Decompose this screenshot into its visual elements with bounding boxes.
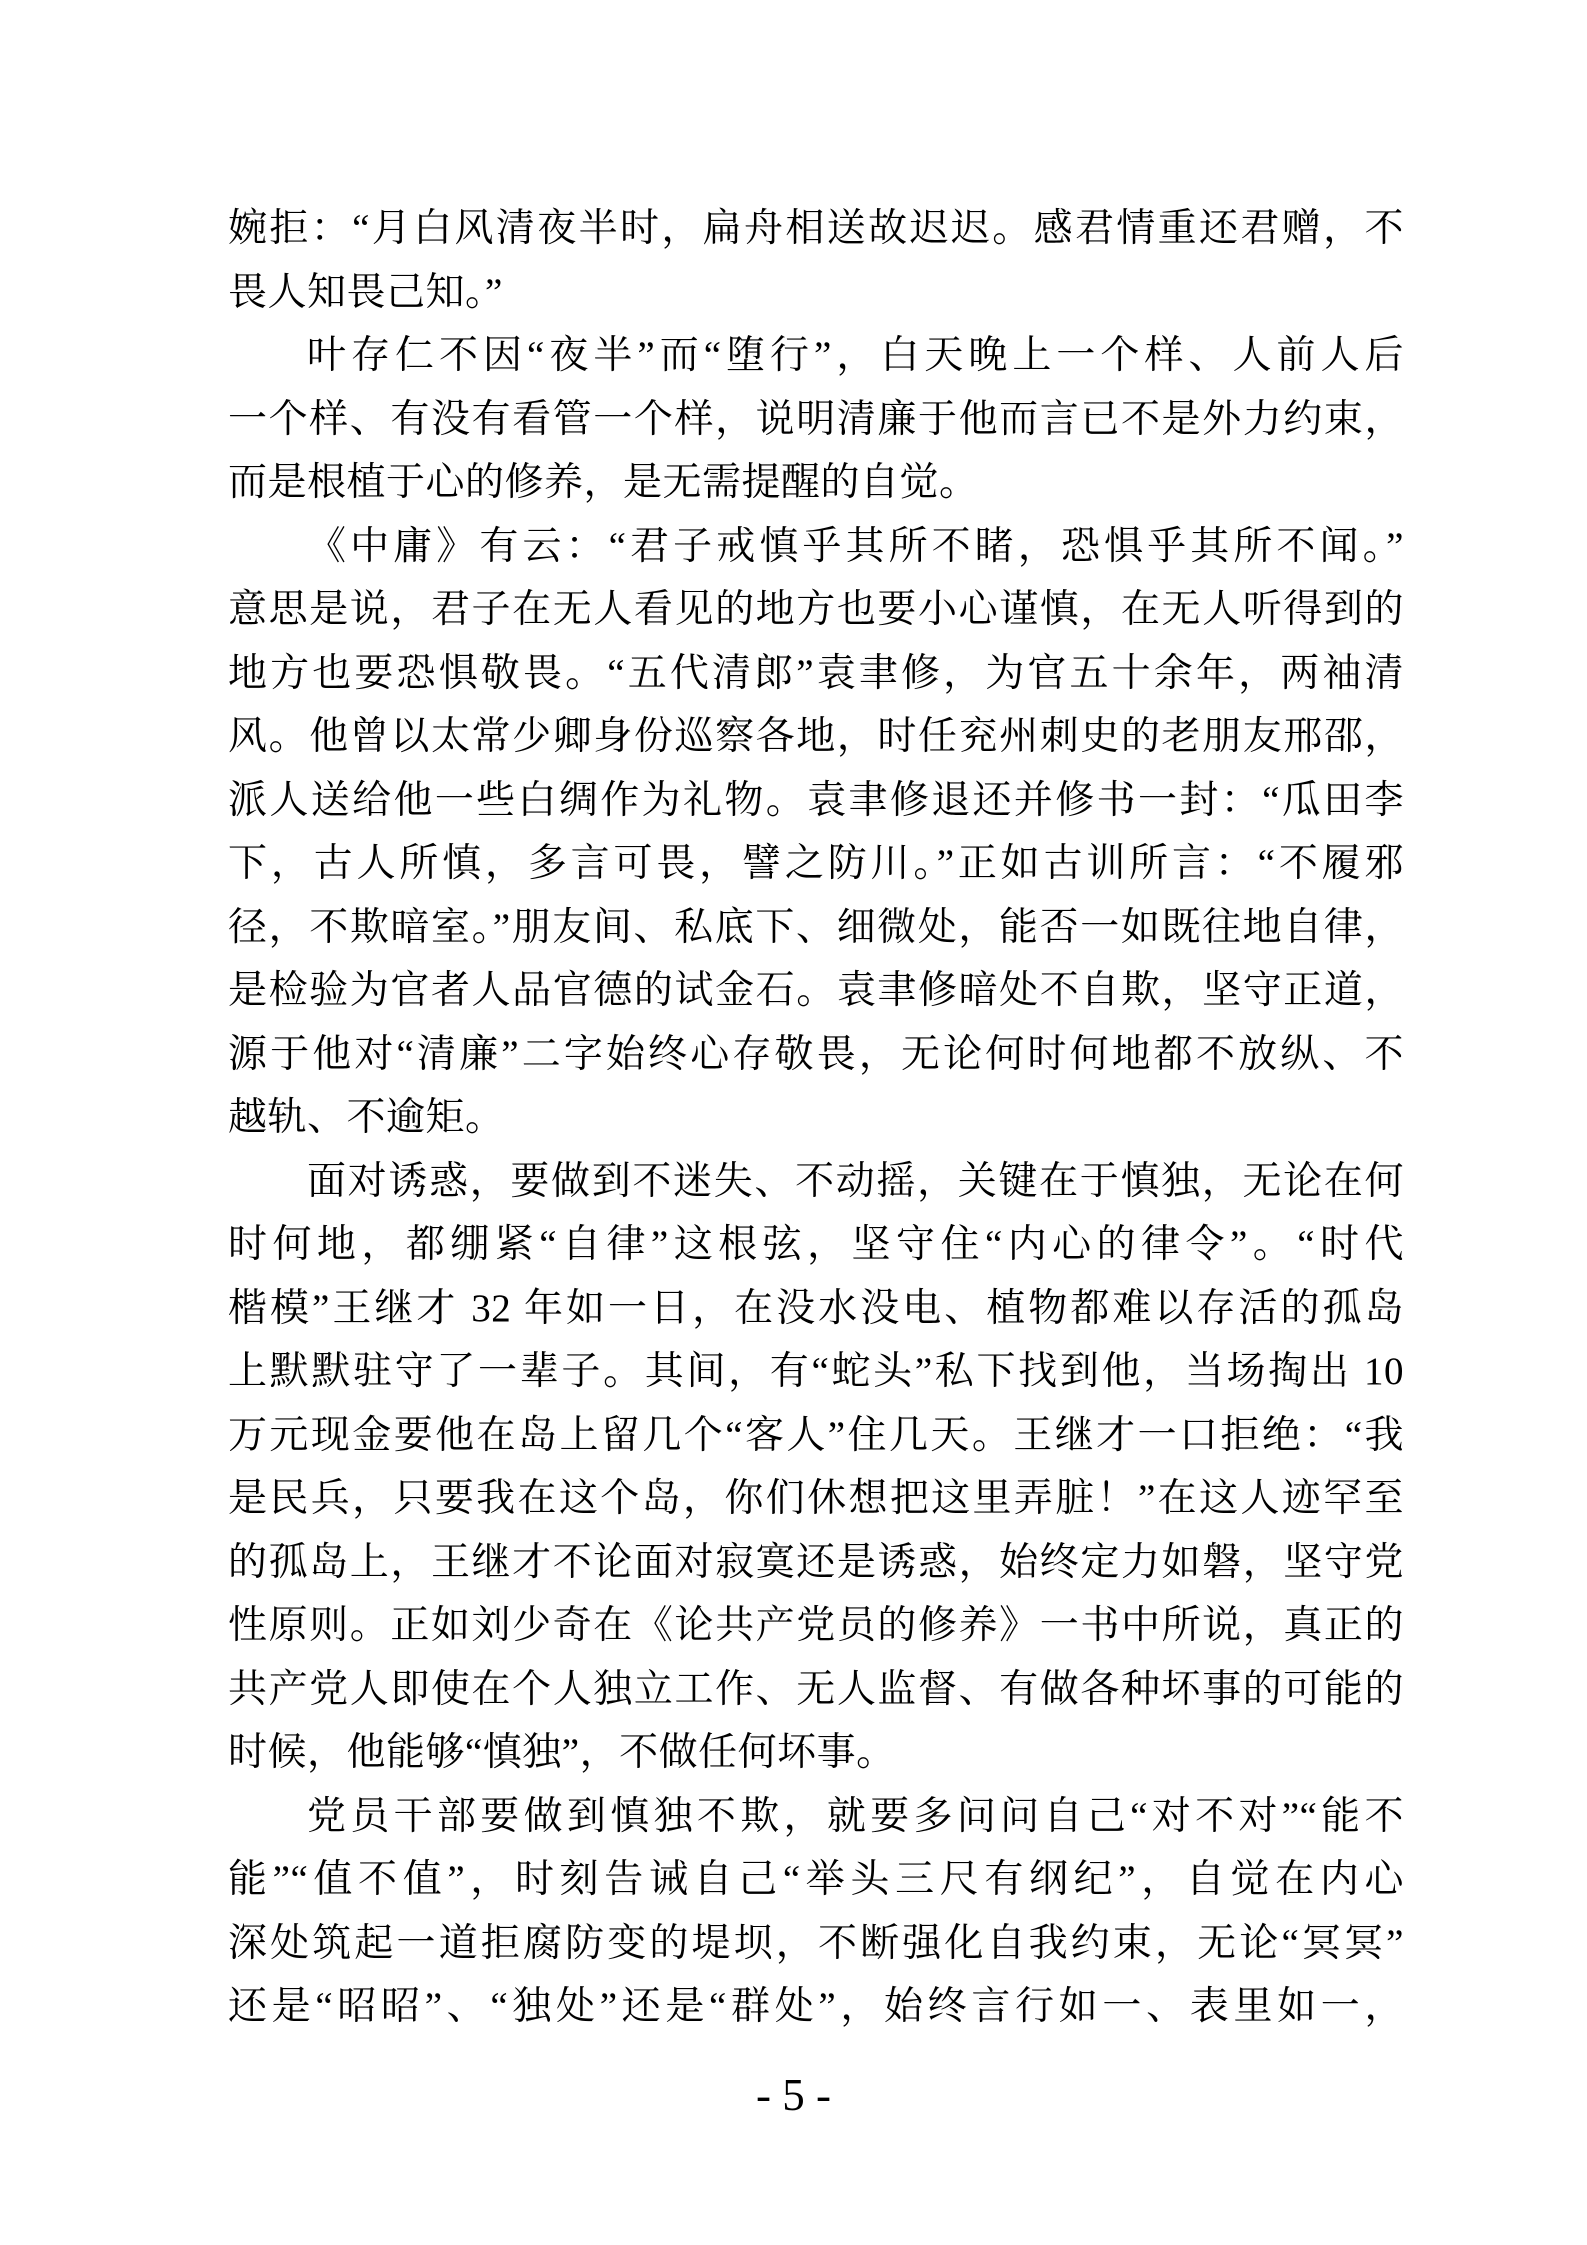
page-number: - 5 -: [756, 2070, 831, 2120]
text-line: 地方也要恐惧敬畏。“五代清郎”袁聿修，为官五十余年，两袖清: [228, 651, 1404, 695]
text-line: 党员干部要做到慎独不欺，就要多问问自己“对不对”“能不: [307, 1794, 1404, 1838]
text-line: 还是“昭昭”、“独处”还是“群处”，始终言行如一、表里如一，: [228, 1985, 1404, 2028]
text-line: 婉拒：“月白风清夜半时，扁舟相送故迟迟。感君情重还君赠，不: [228, 207, 1404, 250]
text-line: 《中庸》有云：“君子戒慎乎其所不睹，恐惧乎其所不闻。”: [307, 524, 1404, 568]
text-line: 径，不欺暗室。”朋友间、私底下、细微处，能否一如既往地自律，: [228, 905, 1404, 949]
text-line: 共产党人即使在个人独立工作、无人监督、有做各种坏事的可能的: [228, 1667, 1404, 1711]
text-line: 楷模”王继才 32 年如一日，在没水没电、植物都难以存活的孤岛: [228, 1286, 1404, 1330]
text-line: 而是根植于心的修养，是无需提醒的自觉。: [228, 461, 979, 504]
text-line: 越轨、不逾矩。: [228, 1096, 505, 1139]
text-line: 深处筑起一道拒腐防变的堤坝，不断强化自我约束，无论“冥冥”: [228, 1921, 1404, 1965]
text-line: 一个样、有没有看管一个样，说明清廉于他而言已不是外力约束，: [228, 397, 1404, 441]
text-line: 畏人知畏己知。”: [228, 270, 503, 314]
text-line: 下，古人所慎，多言可畏，譬之防川。”正如古训所言：“不履邪: [228, 842, 1404, 885]
text-line: 风。他曾以太常少卿身份巡察各地，时任兖州刺史的老朋友邢邵，: [228, 715, 1404, 758]
text-line: 的孤岛上，王继才不论面对寂寞还是诱惑，始终定力如磐，坚守党: [228, 1540, 1404, 1584]
text-line: 源于他对“清廉”二字始终心存敬畏，无论何时何地都不放纵、不: [228, 1032, 1404, 1076]
text-line: 是检验为官者人品官德的试金石。袁聿修暗处不自欺，坚守正道，: [228, 969, 1404, 1012]
text-line: 面对诱惑，要做到不迷失、不动摇，关键在于慎独，无论在何: [307, 1159, 1404, 1203]
text-line: 时何地，都绷紧“自律”这根弦，坚守住“内心的律令”。“时代: [228, 1223, 1404, 1266]
body-text: [228, 197, 1404, 2039]
text-line: 意思是说，君子在无人看见的地方也要小心谨慎，在无人听得到的: [228, 588, 1404, 631]
text-line: 是民兵，只要我在这个岛，你们休想把这里弄脏！”在这人迹罕至: [228, 1477, 1404, 1520]
text-line: 上默默驻守了一辈子。其间，有“蛇头”私下找到他，当场掏出 10: [228, 1350, 1404, 1393]
text-line: 时候，他能够“慎独”，不做任何坏事。: [228, 1731, 896, 1774]
text-line: 派人送给他一些白绸作为礼物。袁聿修退还并修书一封：“瓜田李: [228, 778, 1404, 822]
text-line: 性原则。正如刘少奇在《论共产党员的修养》一书中所说，真正的: [228, 1604, 1404, 1647]
text-line: 万元现金要他在岛上留几个“客人”住几天。王继才一口拒绝：“我: [228, 1413, 1404, 1457]
text-line: 能”“值不值”，时刻告诫自己“举头三尺有纲纪”，自觉在内心: [228, 1858, 1404, 1901]
text-line: 叶存仁不因“夜半”而“堕行”，白天晚上一个样、人前人后: [307, 334, 1404, 377]
